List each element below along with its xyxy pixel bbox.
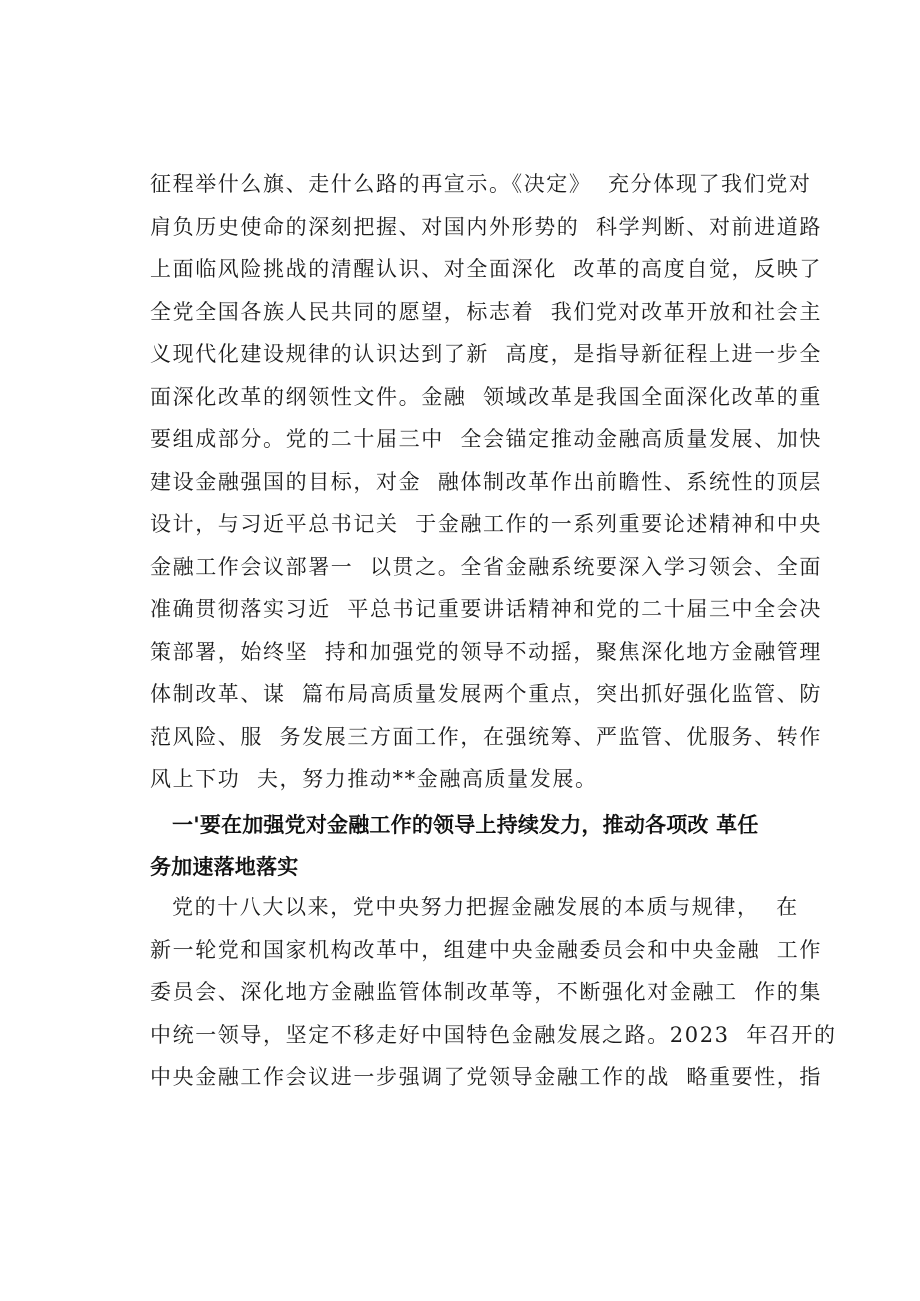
section-heading-line: 一'要在加强党对金融工作的领导上持续发力，推动各项改 革任 (172, 813, 759, 837)
paragraph-1-line: 面深化改革的纲领性文件。金融 领域改革是我国全面深化改革的重 (150, 384, 822, 409)
paragraph-2-line: 新一轮党和国家机构改革中，组建中央金融委员会和中央金融 工作 (150, 937, 822, 962)
paragraph-1-line: 上面临风险挑战的清醒认识、对全面深化 改革的高度自觉，反映了 (150, 257, 822, 281)
paragraph-2-line: 委员会、深化地方金融监管体制改革等，不断强化对金融工 作的集 (150, 980, 822, 1004)
paragraph-1-line: 设计，与习近平总书记关 于金融工作的一系列重要论述精神和中央 (150, 512, 822, 536)
section-heading-line: 务加速落地落实 (150, 855, 299, 879)
paragraph-1-line: 范风险、服 务发展三方面工作，在强统筹、严监管、优服务、转作 (150, 724, 822, 749)
paragraph-1-line: 策部署，始终坚 持和加强党的领导不动摇，聚焦深化地方金融管理 (150, 639, 822, 664)
paragraph-2 (150, 886, 837, 1099)
section-heading (150, 804, 830, 888)
paragraph-2-line: 中统一领导，坚定不移走好中国特色金融发展之路。2023 年召开的 (150, 1022, 837, 1047)
paragraph-1-line: 要组成部分。党的二十届三中 全会锚定推动金融高质量发展、加快 (150, 427, 822, 451)
paragraph-1-line: 全党全国各族人民共同的愿望，标志着 我们党对改革开放和社会主 (150, 299, 822, 324)
paragraph-1-line: 风上下功 夫，努力推动**金融高质量发展。 (150, 767, 598, 791)
paragraph-1-line: 金融工作会议部署一 以贯之。全省金融系统要深入学习领会、全面 (150, 554, 822, 579)
paragraph-1-line: 体制改革、谋 篇布局高质量发展两个重点，突出抓好强化监管、防 (150, 682, 822, 706)
paragraph-1-line: 肩负历史使命的深刻把握、对国内外形势的 科学判断、对前进道路 (150, 214, 822, 239)
paragraph-2-line: 中央金融工作会议进一步强调了党领导金融工作的战 略重要性，指 (150, 1065, 822, 1089)
paragraph-1-line: 建设金融强国的目标，对金 融体制改革作出前瞻性、系统性的顶层 (150, 469, 822, 494)
paragraph-2-line: 党的十八大以来，党中央努力把握金融发展的本质与规律， 在 (172, 895, 799, 919)
paragraph-1-line: 准确贯彻落实习近 平总书记重要讲话精神和党的二十届三中全会决 (150, 597, 822, 621)
paragraph-1-line: 义现代化建设规律的认识达到了新 高度，是指导新征程上进一步全 (150, 342, 822, 366)
paragraph-1 (150, 163, 830, 801)
paragraph-1-line: 征程举什么旗、走什么路的再宣示。《决定》 充分体现了我们党对 (150, 172, 812, 196)
